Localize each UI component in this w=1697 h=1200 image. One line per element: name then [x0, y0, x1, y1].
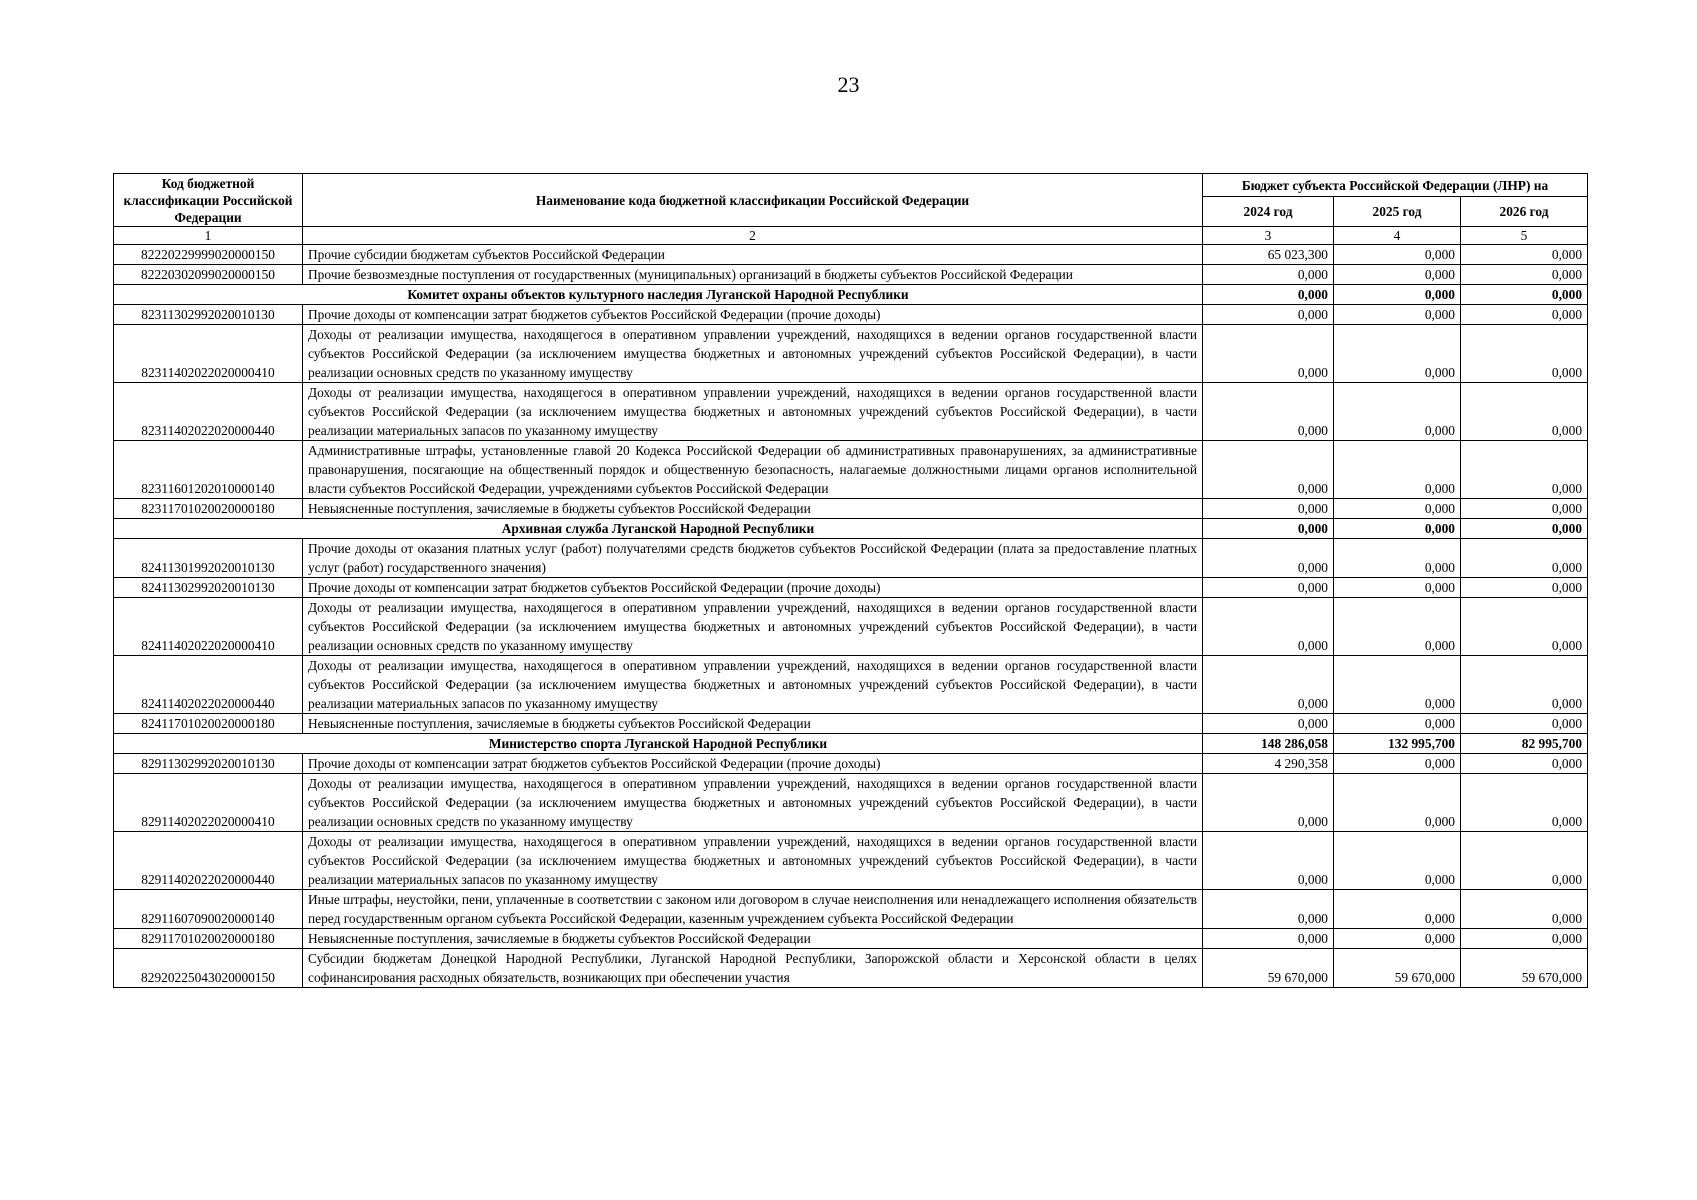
budget-code-name: Доходы от реализации имущества, находящегося в оперативном управлении учреждений, находящихся в ведении органов государственной власти субъектов Российской Федерации (за исключением имущества бюджетных и автономных учреждений субъектов Российской Федерации), в части реализации основных средств по указанному имуществу [303, 598, 1203, 656]
value-2024: 148 286,058 [1203, 734, 1334, 754]
table-row [114, 539, 1588, 578]
budget-code-name: Доходы от реализации имущества, находящегося в оперативном управлении учреждений, находящихся в ведении органов государственной власти субъектов Российской Федерации (за исключением имущества бюджетных и автономных учреждений субъектов Российской Федерации), в части реализации основных средств по указанному имуществу [303, 325, 1203, 383]
value-2026: 0,000 [1461, 265, 1588, 285]
budget-code: 82220302099020000150 [114, 265, 303, 285]
column-numbers-row [114, 227, 1588, 245]
budget-code: 82311302992020010130 [114, 305, 303, 325]
table-row [114, 499, 1588, 519]
section-row [114, 734, 1588, 754]
section-title: Комитет охраны объектов культурного наследия Луганской Народной Республики [114, 285, 1203, 305]
budget-code-name: Доходы от реализации имущества, находящегося в оперативном управлении учреждений, находящихся в ведении органов государственной власти субъектов Российской Федерации (за исключением имущества бюджетных и автономных учреждений субъектов Российской Федерации), в части реализации основных средств по указанному имуществу [303, 774, 1203, 832]
value-2026: 0,000 [1461, 774, 1588, 832]
value-2025: 0,000 [1334, 598, 1461, 656]
budget-code: 82220229999020000150 [114, 245, 303, 265]
budget-code-name [303, 949, 1203, 988]
table-row [114, 383, 1588, 441]
value-2025: 0,000 [1334, 285, 1461, 305]
value-2024: 59 670,000 [1203, 949, 1334, 988]
value-2025: 0,000 [1334, 714, 1461, 734]
value-2024: 0,000 [1203, 656, 1334, 714]
value-2026: 0,000 [1461, 890, 1588, 929]
value-2025: 0,000 [1334, 245, 1461, 265]
value-2025: 0,000 [1334, 539, 1461, 578]
table-row [114, 754, 1588, 774]
header-2026: 2026 год [1461, 197, 1588, 227]
value-2024: 4 290,358 [1203, 754, 1334, 774]
budget-code: 82920225043020000150 [114, 949, 303, 988]
budget-code-name-text: Субсидии бюджетам Донецкой Народной Республики, Луганской Народной Республики, Запорожской области и Херсонской области в целях софинансирования расходных обязательств, возникающих при обеспечении участия [308, 951, 1197, 985]
value-2024: 0,000 [1203, 832, 1334, 890]
value-2026: 0,000 [1461, 539, 1588, 578]
header-code: Код бюджетной классификации Российской Федерации [114, 174, 303, 227]
column-number: 2 [303, 227, 1203, 245]
budget-code-name: Невыясненные поступления, зачисляемые в бюджеты субъектов Российской Федерации [303, 714, 1203, 734]
table-row [114, 714, 1588, 734]
budget-code: 82411301992020010130 [114, 539, 303, 578]
budget-code: 82411701020020000180 [114, 714, 303, 734]
value-2025: 0,000 [1334, 656, 1461, 714]
budget-code-name: Доходы от реализации имущества, находящегося в оперативном управлении учреждений, находящихся в ведении органов государственной власти субъектов Российской Федерации (за исключением имущества бюджетных и автономных учреждений субъектов Российской Федерации), в части реализации материальных запасов по указанному имуществу [303, 832, 1203, 890]
column-number: 4 [1334, 227, 1461, 245]
table-row [114, 265, 1588, 285]
table-row [114, 245, 1588, 265]
value-2024: 0,000 [1203, 305, 1334, 325]
section-row [114, 285, 1588, 305]
budget-code-name: Невыясненные поступления, зачисляемые в бюджеты субъектов Российской Федерации [303, 499, 1203, 519]
value-2025: 0,000 [1334, 832, 1461, 890]
budget-code: 82311402022020000440 [114, 383, 303, 441]
page-number: 23 [837, 72, 860, 97]
value-2025: 0,000 [1334, 774, 1461, 832]
header-budget: Бюджет субъекта Российской Федерации (ЛНР) на [1203, 174, 1588, 197]
budget-code: 82411302992020010130 [114, 578, 303, 598]
budget-code-name: Доходы от реализации имущества, находящегося в оперативном управлении учреждений, находящихся в ведении органов государственной власти субъектов Российской Федерации (за исключением имущества бюджетных и автономных учреждений субъектов Российской Федерации), в части реализации материальных запасов по указанному имуществу [303, 656, 1203, 714]
header-2025: 2025 год [1334, 197, 1461, 227]
table-row [114, 949, 1588, 988]
header-2024: 2024 год [1203, 197, 1334, 227]
table-row [114, 774, 1588, 832]
section-title: Министерство спорта Луганской Народной Республики [114, 734, 1203, 754]
table-row [114, 832, 1588, 890]
value-2026: 0,000 [1461, 383, 1588, 441]
value-2025: 0,000 [1334, 441, 1461, 499]
value-2025: 0,000 [1334, 305, 1461, 325]
section-title: Архивная служба Луганской Народной Республики [114, 519, 1203, 539]
value-2026: 0,000 [1461, 929, 1588, 949]
value-2026: 0,000 [1461, 499, 1588, 519]
budget-code-name: Невыясненные поступления, зачисляемые в бюджеты субъектов Российской Федерации [303, 929, 1203, 949]
budget-code-name: Прочие безвозмездные поступления от государственных (муниципальных) организаций в бюджеты субъектов Российской Федерации [303, 265, 1203, 285]
value-2024: 0,000 [1203, 774, 1334, 832]
value-2026: 0,000 [1461, 325, 1588, 383]
budget-code-name: Доходы от реализации имущества, находящегося в оперативном управлении учреждений, находящихся в ведении органов государственной власти субъектов Российской Федерации (за исключением имущества бюджетных и автономных учреждений субъектов Российской Федерации), в части реализации материальных запасов по указанному имуществу [303, 383, 1203, 441]
value-2025: 0,000 [1334, 265, 1461, 285]
value-2024: 0,000 [1203, 714, 1334, 734]
table-body [114, 245, 1588, 988]
value-2026: 59 670,000 [1461, 949, 1588, 988]
value-2024: 0,000 [1203, 383, 1334, 441]
table-row [114, 578, 1588, 598]
budget-code: 82911607090020000140 [114, 890, 303, 929]
value-2026: 0,000 [1461, 305, 1588, 325]
budget-code-name: Прочие доходы от компенсации затрат бюджетов субъектов Российской Федерации (прочие доходы) [303, 754, 1203, 774]
table-row [114, 598, 1588, 656]
value-2026: 0,000 [1461, 519, 1588, 539]
value-2026: 82 995,700 [1461, 734, 1588, 754]
budget-code: 82911302992020010130 [114, 754, 303, 774]
value-2026: 0,000 [1461, 285, 1588, 305]
value-2024: 0,000 [1203, 325, 1334, 383]
budget-code: 82311701020020000180 [114, 499, 303, 519]
value-2024: 0,000 [1203, 578, 1334, 598]
budget-code-name: Иные штрафы, неустойки, пени, уплаченные в соответствии с законом или договором в случае неисполнения или ненадлежащего исполнения обязательств перед государственным органом субъекта Российской Федерации, казенным учреждением субъекта Российской Федерации [303, 890, 1203, 929]
value-2025: 132 995,700 [1334, 734, 1461, 754]
section-row [114, 519, 1588, 539]
budget-code-name: Прочие доходы от оказания платных услуг (работ) получателями средств бюджетов субъектов Российской Федерации (плата за предоставление платных услуг (работ) государственного значения) [303, 539, 1203, 578]
budget-code: 82411402022020000440 [114, 656, 303, 714]
value-2026: 0,000 [1461, 754, 1588, 774]
value-2024: 0,000 [1203, 929, 1334, 949]
table-row [114, 656, 1588, 714]
value-2024: 65 023,300 [1203, 245, 1334, 265]
value-2025: 0,000 [1334, 929, 1461, 949]
budget-code-name: Прочие доходы от компенсации затрат бюджетов субъектов Российской Федерации (прочие доходы) [303, 305, 1203, 325]
budget-table [113, 173, 1588, 988]
value-2025: 0,000 [1334, 499, 1461, 519]
budget-code: 82911402022020000440 [114, 832, 303, 890]
value-2026: 0,000 [1461, 598, 1588, 656]
value-2025: 0,000 [1334, 754, 1461, 774]
value-2024: 0,000 [1203, 441, 1334, 499]
table-row [114, 325, 1588, 383]
value-2026: 0,000 [1461, 714, 1588, 734]
column-number: 3 [1203, 227, 1334, 245]
value-2025: 59 670,000 [1334, 949, 1461, 988]
table-row [114, 441, 1588, 499]
value-2024: 0,000 [1203, 539, 1334, 578]
value-2026: 0,000 [1461, 245, 1588, 265]
table-row [114, 305, 1588, 325]
column-number: 1 [114, 227, 303, 245]
value-2025: 0,000 [1334, 325, 1461, 383]
value-2026: 0,000 [1461, 832, 1588, 890]
budget-code: 82911402022020000410 [114, 774, 303, 832]
value-2024: 0,000 [1203, 285, 1334, 305]
value-2024: 0,000 [1203, 519, 1334, 539]
value-2024: 0,000 [1203, 499, 1334, 519]
value-2024: 0,000 [1203, 890, 1334, 929]
budget-code: 82911701020020000180 [114, 929, 303, 949]
value-2025: 0,000 [1334, 383, 1461, 441]
header-name: Наименование кода бюджетной классификации Российской Федерации [303, 174, 1203, 227]
value-2025: 0,000 [1334, 578, 1461, 598]
table-row [114, 890, 1588, 929]
value-2025: 0,000 [1334, 519, 1461, 539]
value-2025: 0,000 [1334, 890, 1461, 929]
value-2026: 0,000 [1461, 656, 1588, 714]
budget-code: 82411402022020000410 [114, 598, 303, 656]
header-row-1 [114, 174, 1588, 197]
column-number: 5 [1461, 227, 1588, 245]
value-2026: 0,000 [1461, 441, 1588, 499]
budget-code-name: Прочие субсидии бюджетам субъектов Российской Федерации [303, 245, 1203, 265]
budget-code: 82311601202010000140 [114, 441, 303, 499]
value-2024: 0,000 [1203, 265, 1334, 285]
budget-code-name: Прочие доходы от компенсации затрат бюджетов субъектов Российской Федерации (прочие доходы) [303, 578, 1203, 598]
budget-code: 82311402022020000410 [114, 325, 303, 383]
value-2026: 0,000 [1461, 578, 1588, 598]
table-row [114, 929, 1588, 949]
value-2024: 0,000 [1203, 598, 1334, 656]
budget-code-name: Административные штрафы, установленные главой 20 Кодекса Российской Федерации об административных правонарушениях, за административные правонарушения, посягающие на общественный порядок и общественную безопасность, налагаемые должностными лицами органов исполнительной власти субъектов Российской Федерации, учреждениями субъектов Российской Федерации [303, 441, 1203, 499]
